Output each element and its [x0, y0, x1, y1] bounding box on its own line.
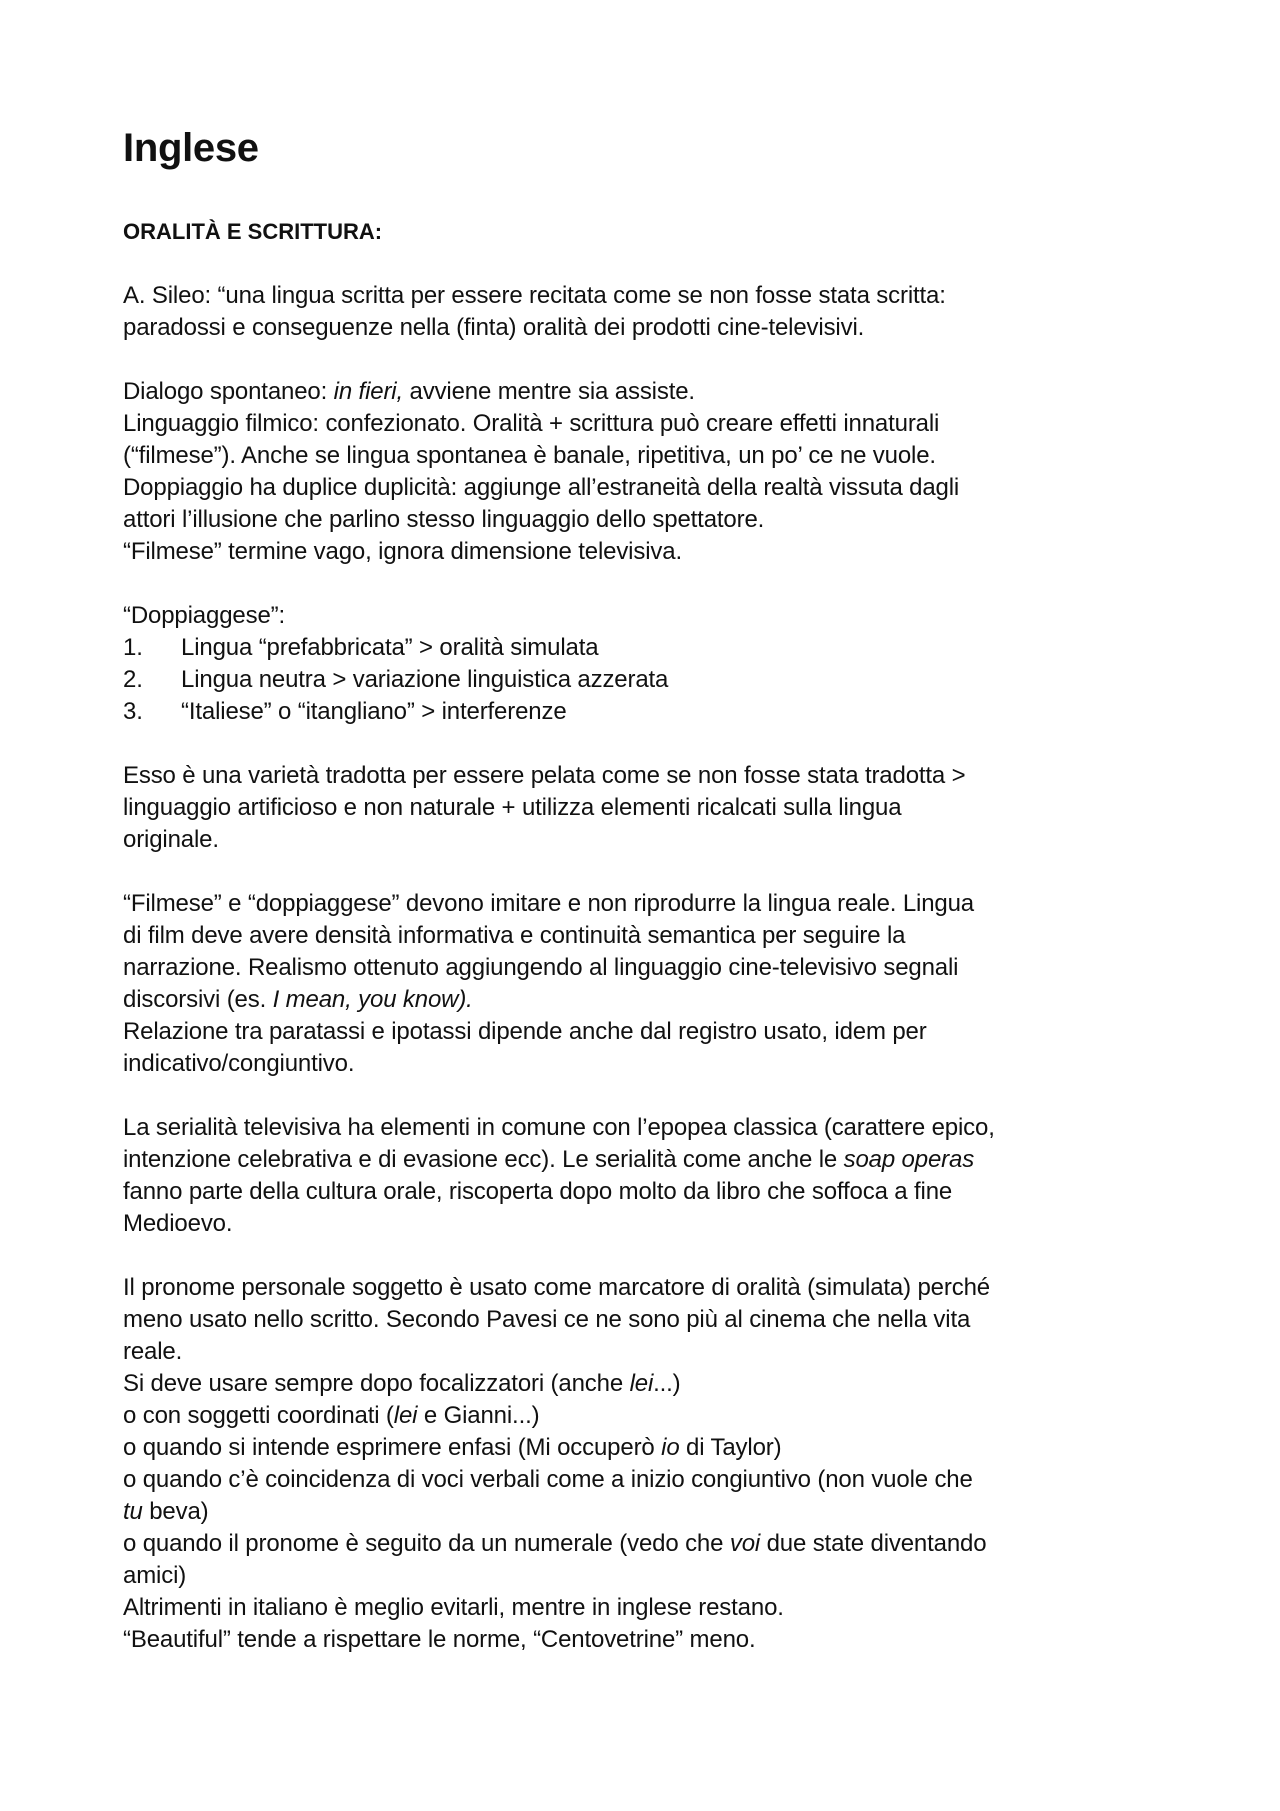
document-page — [123, 118, 1183, 1688]
text-run: e Gianni...) — [417, 1402, 540, 1429]
document-body — [123, 280, 1183, 1656]
text-line: reale. — [123, 1338, 183, 1365]
list-item-number: 1. — [123, 634, 143, 661]
italic-run: io — [661, 1434, 680, 1461]
text-line — [123, 984, 1183, 1016]
italic-run: voi — [729, 1530, 761, 1557]
list-item — [123, 696, 1183, 728]
text-line: paradossi e conseguenze nella (finta) oralità dei prodotti cine-televisivi. — [123, 314, 865, 341]
text-line: narrazione. Realismo ottenuto aggiungendo al linguaggio cine-televisivo segnali — [123, 954, 959, 981]
text-line: Esso è una varietà tradotta per essere pelata come se non fosse stata tradotta > — [123, 762, 966, 789]
text-line: A. Sileo: “una lingua scritta per essere recitata come se non fosse stata scritta: — [123, 282, 946, 309]
text-line — [123, 1496, 1183, 1528]
list-item — [123, 632, 1183, 664]
text-line: Doppiaggio ha duplice duplicità: aggiunge all’estraneità della realtà vissuta dagli — [123, 474, 960, 501]
numbered-list — [123, 600, 1183, 728]
paragraph — [123, 280, 1183, 344]
italic-run: lei — [393, 1402, 418, 1429]
text-line: indicativo/congiuntivo. — [123, 1050, 355, 1077]
list-item — [123, 664, 1183, 696]
paragraph — [123, 1272, 1183, 1656]
text-run: due state diventando — [760, 1530, 987, 1557]
text-run: Dialogo spontaneo: — [123, 378, 334, 405]
text-line: amici) — [123, 1562, 187, 1589]
section-heading: ORALITÀ E SCRITTURA: — [123, 219, 383, 244]
text-line: fanno parte della cultura orale, riscoperta dopo molto da libro che soffoca a fine — [123, 1178, 953, 1205]
text-line: “Filmese” e “doppiaggese” devono imitare e non riprodurre la lingua reale. Lingua — [123, 890, 975, 917]
paragraph — [123, 376, 1183, 568]
text-line: Altrimenti in italiano è meglio evitarli, mentre in inglese restano. — [123, 1594, 784, 1621]
text-run: o quando il pronome è seguito da un numerale (vedo che — [123, 1530, 730, 1557]
paragraph — [123, 760, 1183, 856]
text-line: Relazione tra paratassi e ipotassi dipende anche dal registro usato, idem per — [123, 1018, 927, 1045]
text-line: “Filmese” termine vago, ignora dimensione televisiva. — [123, 538, 682, 565]
text-run: ...) — [653, 1370, 681, 1397]
text-run: beva) — [142, 1498, 209, 1525]
list-item-text: “Italiese” o “itangliano” > interferenze — [181, 698, 567, 725]
text-run: intenzione celebrativa e di evasione ecc). Le serialità come anche le — [123, 1146, 844, 1173]
list-item-number: 2. — [123, 666, 143, 693]
list-intro: “Doppiaggese”: — [123, 602, 285, 629]
paragraph — [123, 888, 1183, 1080]
text-run: discorsivi (es. — [123, 986, 273, 1013]
text-run: o quando si intende esprimere enfasi (Mi occuperò — [123, 1434, 662, 1461]
italic-run: in fieri, — [333, 378, 403, 405]
text-run: Si deve usare sempre dopo focalizzatori (anche — [123, 1370, 630, 1397]
text-line: Il pronome personale soggetto è usato come marcatore di oralità (simulata) perché — [123, 1274, 990, 1301]
text-run: di Taylor) — [679, 1434, 782, 1461]
text-line: meno usato nello scritto. Secondo Pavesi ce ne sono più al cinema che nella vita — [123, 1306, 971, 1333]
text-line — [123, 1528, 1183, 1560]
text-line — [123, 1368, 1183, 1400]
list-item-number: 3. — [123, 698, 143, 725]
text-line: di film deve avere densità informativa e continuità semantica per seguire la — [123, 922, 906, 949]
text-line — [123, 376, 1183, 408]
text-line — [123, 1144, 1183, 1176]
document-title: Inglese — [123, 126, 259, 170]
italic-run: soap operas — [843, 1146, 975, 1173]
text-line: attori l’illusione che parlino stesso linguaggio dello spettatore. — [123, 506, 765, 533]
text-line: La serialità televisiva ha elementi in comune con l’epopea classica (carattere epico, — [123, 1114, 995, 1141]
italic-run: lei — [629, 1370, 654, 1397]
text-line: originale. — [123, 826, 219, 853]
paragraph — [123, 1112, 1183, 1240]
text-run: avviene mentre sia assiste. — [403, 378, 695, 405]
text-line: Linguaggio filmico: confezionato. Oralità + scrittura può creare effetti innaturali — [123, 410, 940, 437]
text-line — [123, 1432, 1183, 1464]
text-line: linguaggio artificioso e non naturale + utilizza elementi ricalcati sulla lingua — [123, 794, 902, 821]
list-item-text: Lingua neutra > variazione linguistica azzerata — [181, 666, 669, 693]
text-line: (“filmese”). Anche se lingua spontanea è banale, ripetitiva, un po’ ce ne vuole. — [123, 442, 936, 469]
italic-run: tu — [123, 1498, 143, 1525]
italic-run: I mean, you know). — [272, 986, 473, 1013]
text-line: o quando c’è coincidenza di voci verbali come a inizio congiuntivo (non vuole che — [123, 1466, 973, 1493]
text-line: “Beautiful” tende a rispettare le norme, “Centovetrine” meno. — [123, 1626, 756, 1653]
text-run: o con soggetti coordinati ( — [123, 1402, 394, 1429]
text-line: Medioevo. — [123, 1210, 233, 1237]
list-item-text: Lingua “prefabbricata” > oralità simulata — [181, 634, 599, 661]
text-line — [123, 1400, 1183, 1432]
